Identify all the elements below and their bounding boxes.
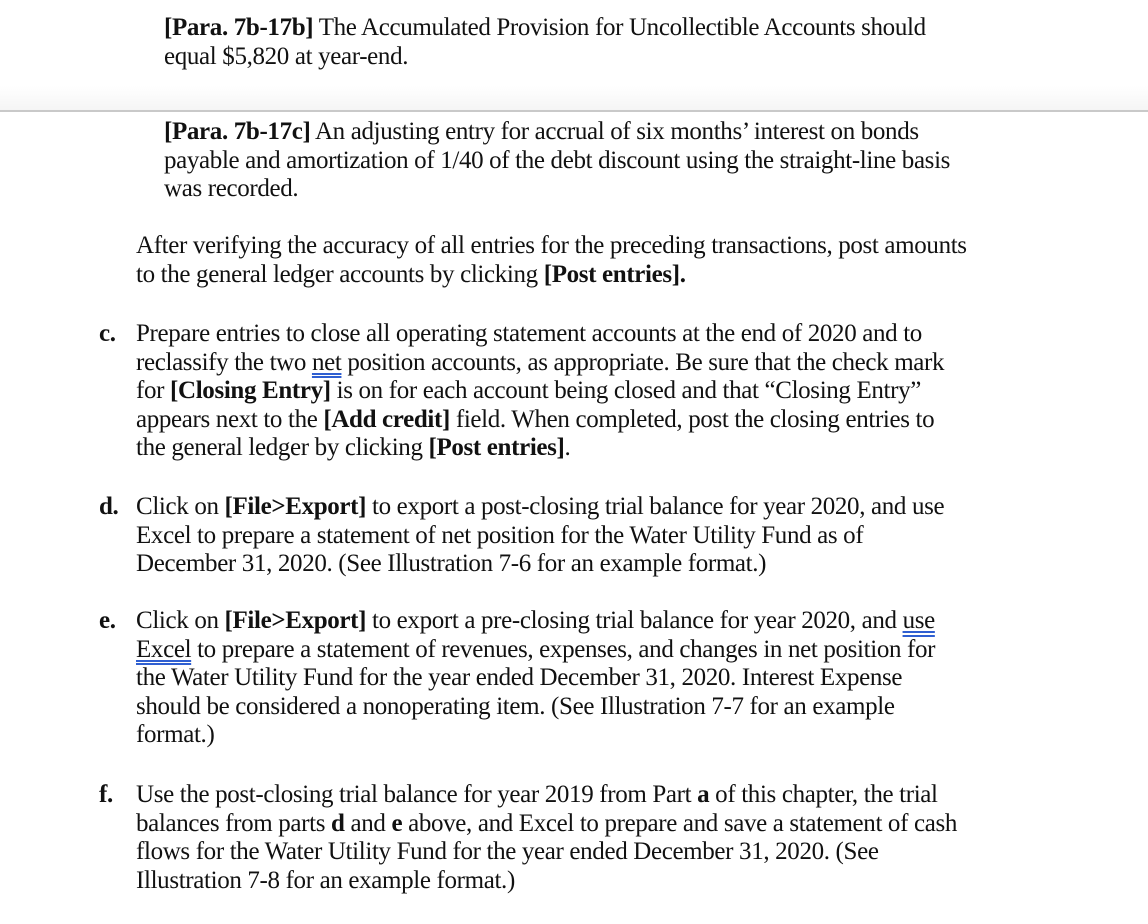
item-f-line3: flows for the Water Utility Fund for the year ended December 31, 2020. (See [136,838,879,865]
item-d [136,493,944,579]
post-entries-ref: [Post entries]. [543,260,686,288]
grammar-flag-excel[interactable]: Excel [136,635,192,663]
item-f-marker: f. [99,781,113,808]
text: of this chapter, the trial [709,781,938,808]
text: position accounts, as appropriate. Be sure that the check mark [341,348,945,376]
file-export-ref: [File>Export] [224,607,367,634]
para-7b-17c-line1 [164,118,950,147]
item-e [136,607,935,750]
after-verifying-paragraph [136,232,967,289]
item-e-line1 [136,607,935,636]
para-7b-17c [164,118,950,204]
para-7b-17c-line3: was recorded. [164,175,299,202]
item-c-marker: c. [99,320,116,347]
part-d-ref: d [331,809,345,837]
after-verifying-line1: After verifying the accuracy of all entries for the preceding transactions, post amounts [136,232,967,259]
item-e-line4: should be considered a nonoperating item. (See Illustration 7-7 for an example [136,692,895,720]
part-a-ref: a [697,781,710,808]
item-d-line2: Excel to prepare a statement of net position for the Water Utility Fund as of [136,521,864,549]
text: to export a pre-closing trial balance for year 2020, and [366,607,903,634]
part-e-ref: e [391,809,403,837]
item-d-marker: d. [99,493,119,520]
post-entries-ref: [Post entries] [428,434,565,461]
page-break-divider [0,110,1148,112]
text: balances from parts [136,809,332,837]
text: Use the post-closing trial balance for year 2019 from Part [136,781,698,808]
text: above, and Excel to prepare and save a statement of cash [402,809,957,837]
text: . [564,434,571,461]
file-export-ref: [File>Export] [224,493,367,520]
grammar-flag-net[interactable]: net [311,348,342,376]
add-credit-ref: [Add credit] [323,405,450,433]
item-d-line1 [136,493,944,522]
para-ref: [Para. 7b-17b] [164,14,314,41]
para-text: An adjusting entry for accrual of six months’ interest on bonds [310,118,919,145]
grammar-flag-use[interactable]: use [902,607,935,634]
para-7b-17c-line2: payable and amortization of 1/40 of the debt discount using the straight-line basis [164,146,951,174]
item-e-line5: format.) [136,721,215,748]
item-f-line4: Illustration 7-8 for an example format.) [136,866,515,894]
item-f [136,781,957,895]
text: Click on [136,607,225,634]
item-c-line5 [136,434,944,463]
text: Click on [136,493,225,520]
text: appears next to the [136,405,324,433]
text: field. When completed, post the closing entries to [449,405,935,433]
text: and [344,809,392,837]
item-e-line2 [136,636,935,665]
para-ref: [Para. 7b-17c] [164,118,311,145]
item-c [136,320,944,463]
text: for [136,377,171,404]
para-text: The Accumulated Provision for Uncollectible Accounts should [313,14,926,41]
closing-entry-ref: [Closing Entry] [170,377,331,404]
text: the general ledger by clicking [136,434,429,461]
text: to prepare a statement of revenues, expenses, and changes in net position for [191,635,936,663]
item-c-line2 [136,349,944,378]
item-e-marker: e. [99,607,116,634]
text: to the general ledger accounts by clicking [136,260,544,288]
para-7b-17b-line1 [164,14,926,43]
text: to export a post-closing trial balance for year 2020, and use [366,493,945,520]
item-e-line3: the Water Utility Fund for the year ended December 31, 2020. Interest Expense [136,664,903,691]
item-c-line1: Prepare entries to close all operating statement accounts at the end of 2020 and to [136,320,922,347]
after-verifying-line2 [136,261,967,290]
para-7b-17b-line2: equal $5,820 at year-end. [164,42,409,70]
para-7b-17b [164,14,926,71]
item-f-line2 [136,810,957,839]
item-c-line3 [136,377,944,406]
item-f-line1 [136,781,957,810]
text: is on for each account being closed and that “Closing Entry” [330,377,922,404]
item-c-line4 [136,406,944,435]
item-d-line3: December 31, 2020. (See Illustration 7-6 for an example format.) [136,550,767,577]
text: reclassify the two [136,348,312,376]
